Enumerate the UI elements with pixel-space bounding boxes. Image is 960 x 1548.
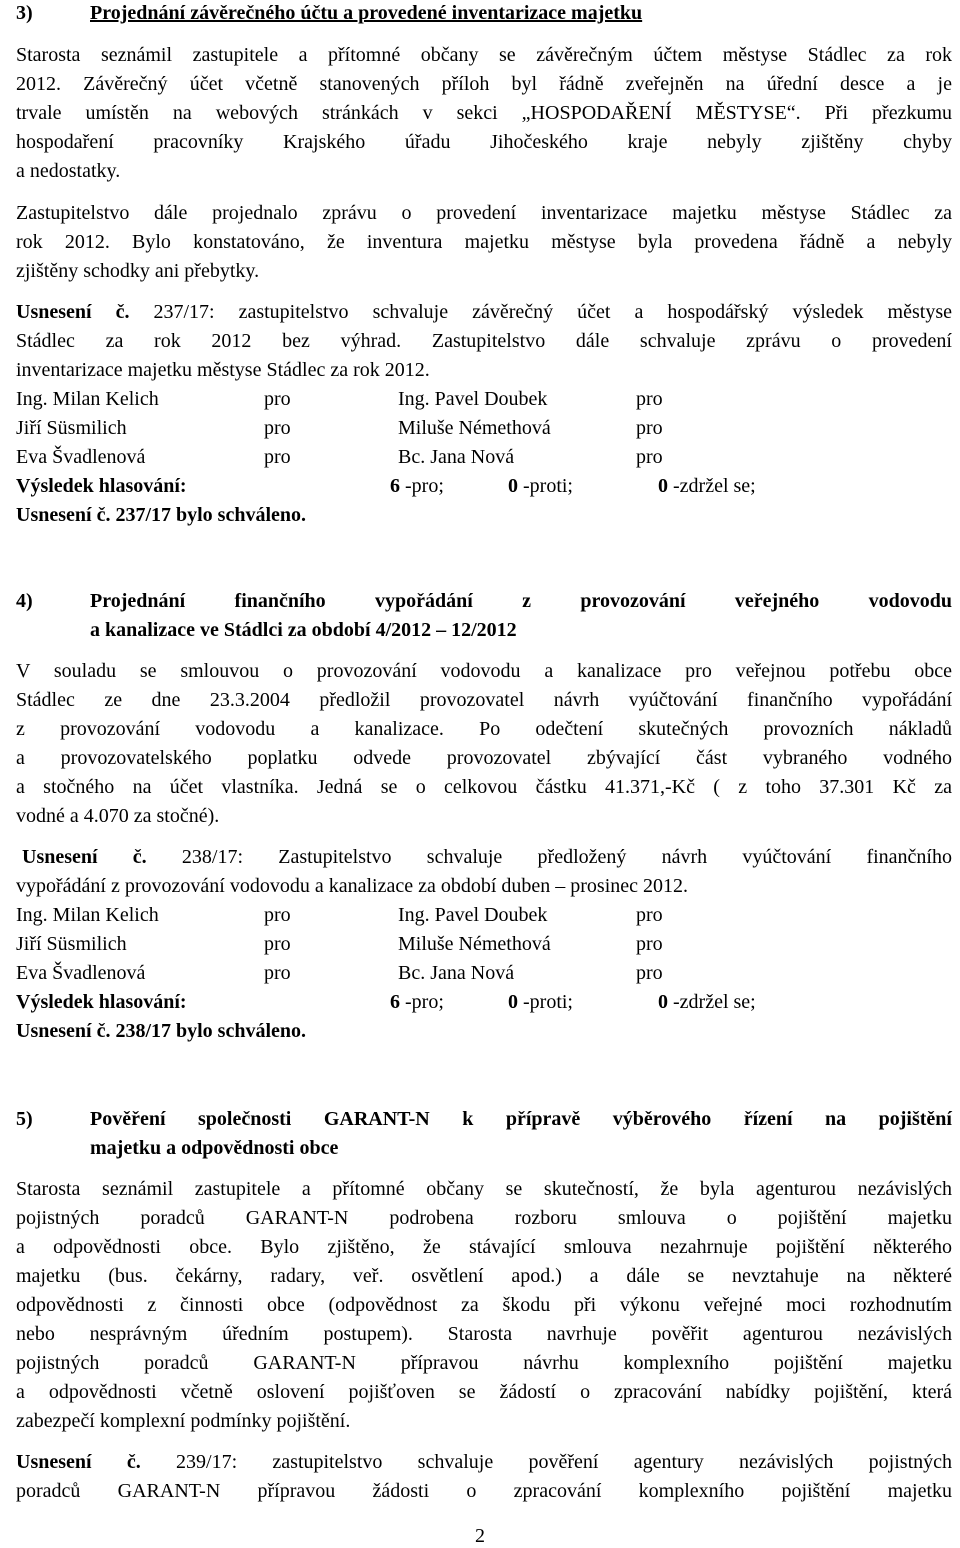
vote-result-label: Výsledek hlasování: xyxy=(16,991,187,1013)
vote-abstain-text: -zdržel se; xyxy=(668,475,756,497)
vote-row xyxy=(16,903,952,927)
vote-against-count: 0 xyxy=(508,991,518,1013)
vote-row xyxy=(16,387,952,411)
vote-pro-text: -pro; xyxy=(400,991,444,1013)
text-line: pojistných poradců GARANT-N podrobena rozboru smlouva o pojištění majetku xyxy=(16,1207,952,1229)
resolution-line xyxy=(16,1450,952,1474)
member-name: Jiří Süsmilich xyxy=(16,933,127,955)
text-line: rok 2012. Bylo konstatováno, že inventura majetku městyse byla provedena řádně a nebyly xyxy=(16,231,952,253)
section-4-title: Projednání finančního vypořádání z provozování veřejného vodovodu xyxy=(90,590,952,612)
section-3-title: Projednání závěrečného účtu a provedené inventarizace majetku xyxy=(90,2,643,24)
text-line: 2012. Závěrečný účet včetně stanovených příloh byl řádně zveřejněn na úřední desce a je xyxy=(16,73,952,95)
section-5-title: Pověření společnosti GARANT-N k přípravě výběrového řízení na pojištění xyxy=(90,1108,952,1130)
text-line: a nedostatky. xyxy=(16,160,121,182)
text-line: a provozovatelského poplatku odvede provozovatel zbývající část vybraného vodného xyxy=(16,747,952,769)
text-line: a odpovědnosti obce. Bylo zjištěno, že stávající smlouva nezahrnuje pojištění některého xyxy=(16,1236,952,1258)
member-vote: pro xyxy=(636,933,663,955)
member-name: Bc. Jana Nová xyxy=(398,446,515,468)
vote-pro-count: 6 xyxy=(390,991,400,1013)
vote-abstain-text: -zdržel se; xyxy=(668,991,756,1013)
vote-against-text: -proti; xyxy=(518,991,573,1013)
resolution-text: 238/17: Zastupitelstvo schvaluje předložený návrh vyúčtování finančního xyxy=(146,846,952,868)
text-line: zjištěny schodky ani přebytky. xyxy=(16,260,260,282)
section-4-title-2: a kanalizace ve Stádlci za období 4/2012 – 12/2012 xyxy=(90,619,517,641)
member-name: Jiří Süsmilich xyxy=(16,417,127,439)
member-name: Ing. Pavel Doubek xyxy=(398,904,548,926)
text-line: a stočného na účet vlastníka. Jedná se o celkovou částku 41.371,-Kč ( z toho 37.301 Kč za xyxy=(16,776,952,798)
member-vote: pro xyxy=(264,417,291,439)
resolution-label: Usnesení č. xyxy=(16,1451,141,1473)
resolution-approved: Usnesení č. 237/17 bylo schváleno. xyxy=(16,504,307,526)
member-name: Ing. Milan Kelich xyxy=(16,904,159,926)
member-name: Ing. Pavel Doubek xyxy=(398,388,548,410)
member-name: Miluše Némethová xyxy=(398,933,551,955)
text-line: z provozování vodovodu a kanalizace. Po odečtení skutečných provozních nákladů xyxy=(16,718,952,740)
vote-against xyxy=(508,474,573,498)
text-line: trvale umístěn na webových stránkách v sekci „HOSPODAŘENÍ MĚSTYSE“. Při přezkumu xyxy=(16,102,952,124)
vote-abstain-count: 0 xyxy=(658,475,668,497)
vote-result-label: Výsledek hlasování: xyxy=(16,475,187,497)
resolution-label: Usnesení č. xyxy=(16,301,130,323)
member-name: Eva Švadlenová xyxy=(16,446,146,468)
resolution-text: 237/17: zastupitelstvo schvaluje závěrečný účet a hospodářský výsledek městyse xyxy=(129,301,952,323)
section-3-number: 3) xyxy=(16,2,33,24)
member-vote: pro xyxy=(636,904,663,926)
member-name: Ing. Milan Kelich xyxy=(16,388,159,410)
resolution-line: vypořádání z provozování vodovodu a kanalizace za období duben – prosinec 2012. xyxy=(16,875,689,897)
member-vote: pro xyxy=(636,446,663,468)
text-line: majetku (bus. čekárny, radary, veř. osvětlení apod.) a dále se nevztahuje na některé xyxy=(16,1265,952,1287)
member-vote: pro xyxy=(264,446,291,468)
text-line: Starosta seznámil zastupitele a přítomné občany se závěrečným účtem městyse Stádlec za rok xyxy=(16,44,952,66)
text-line: vodné a 4.070 za stočné). xyxy=(16,805,220,827)
text-line: Zastupitelstvo dále projednalo zprávu o provedení inventarizace majetku městyse Stádlec za xyxy=(16,202,952,224)
vote-pro xyxy=(390,474,444,498)
vote-row xyxy=(16,932,952,956)
page-number: 2 xyxy=(475,1525,485,1547)
vote-abstain xyxy=(658,990,756,1014)
vote-abstain-count: 0 xyxy=(658,991,668,1013)
vote-pro-text: -pro; xyxy=(400,475,444,497)
text-line: Stádlec ze dne 23.3.2004 předložil provozovatel návrh vyúčtování finančního vypořádání xyxy=(16,689,952,711)
vote-abstain xyxy=(658,474,756,498)
text-line: V souladu se smlouvou o provozování vodovodu a kanalizace pro veřejnou potřebu obce xyxy=(16,660,952,682)
resolution-line xyxy=(16,300,952,324)
vote-result xyxy=(16,990,952,1014)
member-vote: pro xyxy=(264,904,291,926)
vote-row xyxy=(16,961,952,985)
resolution-line: Stádlec za rok 2012 bez výhrad. Zastupitelstvo dále schvaluje zprávu o provedení xyxy=(16,330,952,352)
member-name: Eva Švadlenová xyxy=(16,962,146,984)
section-5-title-2: majetku a odpovědnosti obce xyxy=(90,1137,339,1159)
vote-result xyxy=(16,474,952,498)
member-vote: pro xyxy=(264,388,291,410)
resolution-approved: Usnesení č. 238/17 bylo schváleno. xyxy=(16,1020,307,1042)
vote-against-text: -proti; xyxy=(518,475,573,497)
member-vote: pro xyxy=(636,388,663,410)
resolution-line: poradců GARANT-N přípravou žádosti o zpracování komplexního pojištění majetku xyxy=(16,1480,952,1502)
vote-row xyxy=(16,445,952,469)
member-name: Bc. Jana Nová xyxy=(398,962,515,984)
text-line: hospodaření pracovníky Krajského úřadu Jihočeského kraje nebyly zjištěny chyby xyxy=(16,131,952,153)
vote-against-count: 0 xyxy=(508,475,518,497)
text-line: pojistných poradců GARANT-N přípravou návrhu komplexního pojištění majetku xyxy=(16,1352,952,1374)
text-line: odpovědnosti z činnosti obce (odpovědnost za škodu při výkonu veřejné moci rozhodnutím xyxy=(16,1294,952,1316)
vote-pro-count: 6 xyxy=(390,475,400,497)
member-vote: pro xyxy=(264,962,291,984)
text-line: Starosta seznámil zastupitele a přítomné občany se skutečností, že byla agenturou nezávislých xyxy=(16,1178,952,1200)
member-vote: pro xyxy=(264,933,291,955)
text-line: a odpovědnosti včetně oslovení pojišťoven se žádostí o zpracování nabídky pojištění, která xyxy=(16,1381,952,1403)
member-vote: pro xyxy=(636,417,663,439)
text-line: nebo nesprávným úředním postupem). Starosta navrhuje pověřit agenturou nezávislých xyxy=(16,1323,952,1345)
member-vote: pro xyxy=(636,962,663,984)
section-4-number: 4) xyxy=(16,590,33,612)
resolution-line: inventarizace majetku městyse Stádlec za rok 2012. xyxy=(16,359,430,381)
vote-pro xyxy=(390,990,444,1014)
member-name: Miluše Némethová xyxy=(398,417,551,439)
resolution-line xyxy=(22,845,952,869)
resolution-text: 239/17: zastupitelstvo schvaluje pověření agentury nezávislých pojistných xyxy=(140,1451,952,1473)
vote-against xyxy=(508,990,573,1014)
text-line: zabezpečí komplexní podmínky pojištění. xyxy=(16,1410,351,1432)
vote-row xyxy=(16,416,952,440)
section-5-number: 5) xyxy=(16,1108,33,1130)
resolution-label: Usnesení č. xyxy=(22,846,147,868)
